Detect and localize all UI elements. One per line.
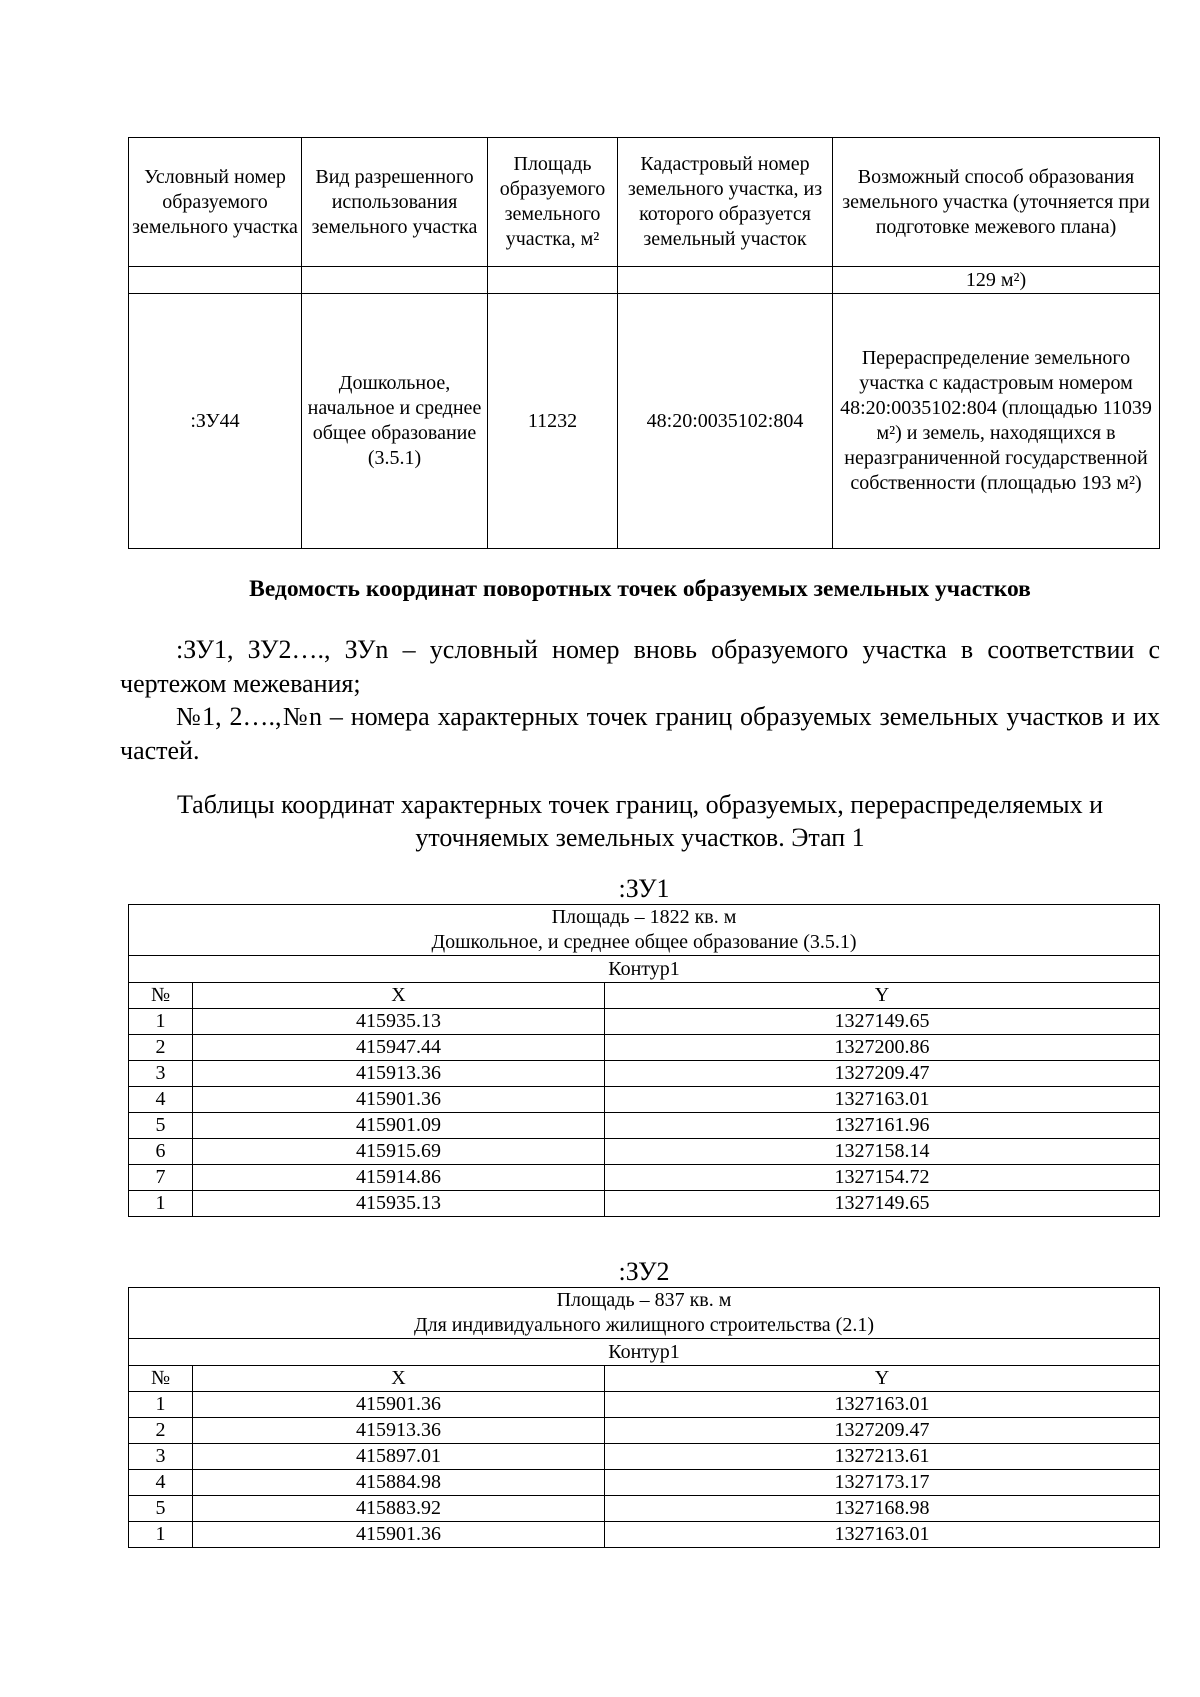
- col-x: X: [193, 983, 605, 1009]
- coord-no-cell: 5: [129, 1496, 193, 1522]
- table-row: [129, 1191, 1160, 1217]
- coord-y-cell: 1327158.14: [605, 1139, 1160, 1165]
- coord-x-cell: 415897.01: [193, 1444, 605, 1470]
- coord-y-cell: 1327161.96: [605, 1113, 1160, 1139]
- cell-number: :ЗУ44: [129, 294, 302, 549]
- table-row: [129, 1496, 1160, 1522]
- coord-x-cell: 415901.09: [193, 1113, 605, 1139]
- tables-subtitle: Таблицы координат характерных точек границ, образуемых, перераспределяемых и уточняемых земельных участков. Этап 1: [176, 790, 1104, 852]
- coord-x-cell: 415901.36: [193, 1087, 605, 1113]
- coord-x-cell: 415947.44: [193, 1035, 605, 1061]
- header-cadastral: Кадастровый номер земельного участка, из которого образуется земельный участок: [618, 138, 833, 267]
- zu1-info-cell: [129, 905, 1160, 956]
- paragraph-zu-legend: :ЗУ1, ЗУ2…., ЗУn – условный номер вновь образуемого участка в соответствии с чертежом межевания;: [120, 635, 1160, 698]
- zu2-coord-table: [128, 1287, 1160, 1548]
- paragraph-points-legend: №1, 2….,№n – номера характерных точек границ образуемых земельных участков и их частей.: [120, 702, 1160, 765]
- col-x: X: [193, 1366, 605, 1392]
- coord-no-cell: 1: [129, 1191, 193, 1217]
- coord-x-cell: 415915.69: [193, 1139, 605, 1165]
- header-area: Площадь образуемого земельного участка, м²: [488, 138, 618, 267]
- zu1-use: Дошкольное, и среднее общее образование (3.5.1): [431, 931, 857, 953]
- coord-no-cell: 1: [129, 1009, 193, 1035]
- coord-y-cell: 1327173.17: [605, 1470, 1160, 1496]
- table-row: [129, 1470, 1160, 1496]
- coord-no-cell: 7: [129, 1165, 193, 1191]
- zu2-caption: :ЗУ2: [618, 1257, 670, 1286]
- coord-y-cell: 1327154.72: [605, 1165, 1160, 1191]
- zu1-rows: [129, 1009, 1160, 1217]
- zu2-area: Площадь – 837 кв. м: [556, 1289, 732, 1311]
- zu1-area: Площадь – 1822 кв. м: [551, 906, 737, 928]
- table-row: [129, 1522, 1160, 1548]
- parcel-table-header: [129, 138, 1160, 267]
- coord-y-cell: 1327149.65: [605, 1191, 1160, 1217]
- coord-y-cell: 1327168.98: [605, 1496, 1160, 1522]
- coord-no-cell: 3: [129, 1444, 193, 1470]
- coord-no-cell: 1: [129, 1392, 193, 1418]
- coord-no-cell: 3: [129, 1061, 193, 1087]
- coord-no-cell: 5: [129, 1113, 193, 1139]
- coord-no-cell: 4: [129, 1087, 193, 1113]
- coord-no-cell: 1: [129, 1522, 193, 1548]
- zu1-column-headers: [129, 983, 1160, 1009]
- col-no: №: [129, 983, 193, 1009]
- section-heading: Ведомость координат поворотных точек образуемых земельных участков: [249, 576, 1031, 602]
- coord-x-cell: 415901.36: [193, 1522, 605, 1548]
- cell-method: Перераспределение земельного участка с кадастровым номером 48:20:0035102:804 (площадью 11039 м²) и земель, находящихся в неразграниченной государственной собственности (площадью 193 м²): [833, 294, 1160, 549]
- continuation-cell: 129 м²): [833, 267, 1160, 294]
- coord-y-cell: 1327163.01: [605, 1522, 1160, 1548]
- col-y: Y: [605, 1366, 1160, 1392]
- table-row: [129, 1009, 1160, 1035]
- zu2-use: Для индивидуального жилищного строительства (2.1): [413, 1314, 875, 1336]
- table-row: [129, 1113, 1160, 1139]
- col-y: Y: [605, 983, 1160, 1009]
- cell-cadastral: 48:20:0035102:804: [618, 294, 833, 549]
- coord-y-cell: 1327163.01: [605, 1087, 1160, 1113]
- coord-y-cell: 1327209.47: [605, 1418, 1160, 1444]
- zu1-coord-table: [128, 904, 1160, 1217]
- coord-x-cell: 415913.36: [193, 1061, 605, 1087]
- table-row: [129, 1418, 1160, 1444]
- header-use: Вид разрешенного использования земельного участка: [302, 138, 488, 267]
- cell-use: Дошкольное, начальное и среднее общее образование (3.5.1): [302, 294, 488, 549]
- zu1-caption: :ЗУ1: [618, 874, 670, 903]
- table-row: [129, 1035, 1160, 1061]
- zu2-contour: Контур1: [129, 1339, 1160, 1366]
- coord-y-cell: 1327209.47: [605, 1061, 1160, 1087]
- coord-y-cell: 1327213.61: [605, 1444, 1160, 1470]
- coord-no-cell: 2: [129, 1035, 193, 1061]
- coord-x-cell: 415935.13: [193, 1009, 605, 1035]
- coord-x-cell: 415884.98: [193, 1470, 605, 1496]
- coord-y-cell: 1327149.65: [605, 1009, 1160, 1035]
- coord-x-cell: 415914.86: [193, 1165, 605, 1191]
- coord-no-cell: 4: [129, 1470, 193, 1496]
- coord-y-cell: 1327163.01: [605, 1392, 1160, 1418]
- zu2-column-headers: [129, 1366, 1160, 1392]
- coord-x-cell: 415913.36: [193, 1418, 605, 1444]
- header-number: Условный номер образуемого земельного участка: [129, 138, 302, 267]
- parcel-table: [128, 137, 1160, 549]
- zu2-info-cell: [129, 1288, 1160, 1339]
- table-row: [129, 1165, 1160, 1191]
- cell-area: 11232: [488, 294, 618, 549]
- zu1-contour: Контур1: [129, 956, 1160, 983]
- table-row: [129, 1139, 1160, 1165]
- table-row: [129, 294, 1160, 549]
- coord-no-cell: 2: [129, 1418, 193, 1444]
- table-row: [129, 1392, 1160, 1418]
- table-row: [129, 1087, 1160, 1113]
- coord-x-cell: 415935.13: [193, 1191, 605, 1217]
- header-method: Возможный способ образования земельного участка (уточняется при подготовке межевого плана): [833, 138, 1160, 267]
- table-row: [129, 267, 1160, 294]
- zu2-rows: [129, 1392, 1160, 1548]
- coord-x-cell: 415883.92: [193, 1496, 605, 1522]
- coord-no-cell: 6: [129, 1139, 193, 1165]
- table-row: [129, 1444, 1160, 1470]
- col-no: №: [129, 1366, 193, 1392]
- table-row: [129, 1061, 1160, 1087]
- coord-y-cell: 1327200.86: [605, 1035, 1160, 1061]
- coord-x-cell: 415901.36: [193, 1392, 605, 1418]
